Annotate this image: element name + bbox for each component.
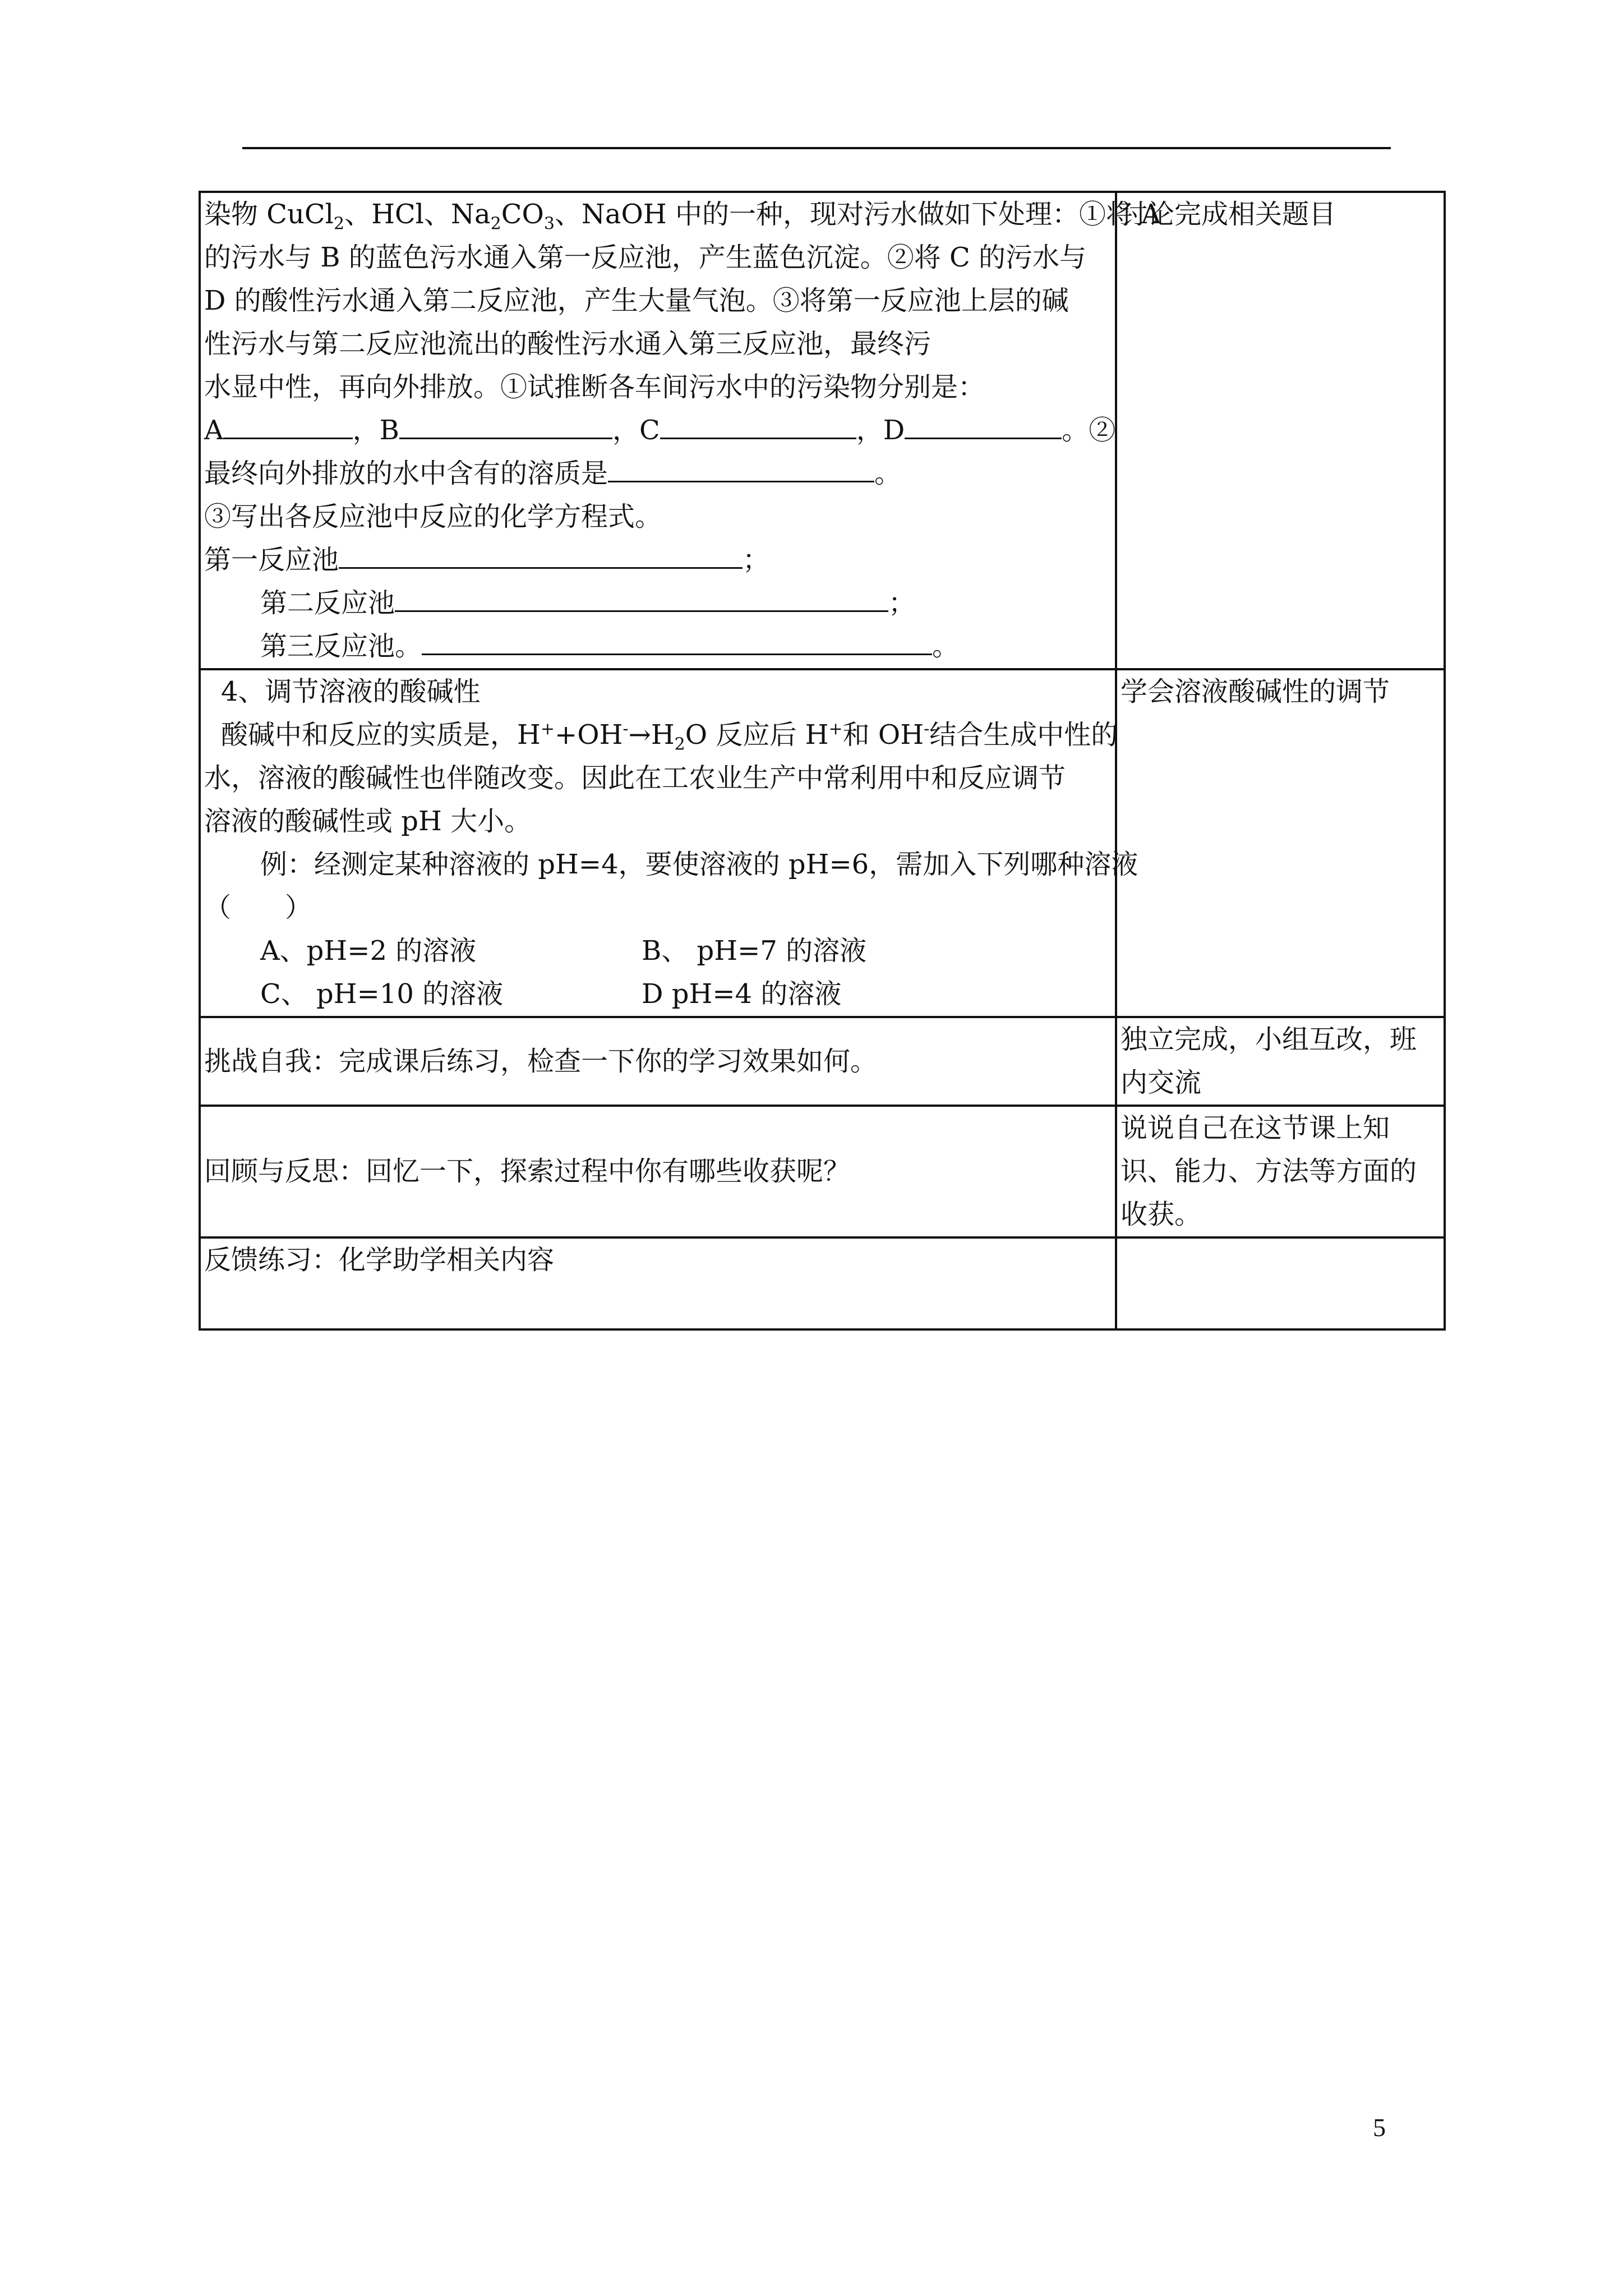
activity-note: 说说自己在这节课上知识、能力、方法等方面的收获。 [1116,1106,1445,1237]
solute-line: 最终向外排放的水中含有的溶质是 。 [204,452,1112,495]
reaction-1-blank[interactable] [339,539,743,569]
challenge-cell: 挑战自我：完成课后练习，检查一下你的学习效果如何。 [200,1017,1116,1106]
answer-blank-b[interactable] [399,409,612,439]
activity-note: 讨论完成相关题目 [1116,192,1445,669]
problem-line: 水显中性，再向外排放。①试推断各车间污水中的污染物分别是： [204,371,985,403]
table-row [200,669,1445,1017]
paragraph-line: 水，溶液的酸碱性也伴随改变。因此在工农业生产中常利用中和反应调节 [204,762,1066,794]
answer-blank-c[interactable] [660,409,856,439]
table-row [200,1017,1445,1106]
table-row [200,192,1445,669]
choice-a[interactable]: A、pH=2 的溶液 [260,935,477,967]
paragraph-line: 溶液的酸碱性或 pH 大小。 [204,806,532,837]
problem-line: D 的酸性污水通入第二反应池，产生大量气泡。③将第一反应池上层的碱 [204,285,1069,316]
answer-blanks-line: A ，B ，C ，D 。② [204,409,1112,452]
feedback-cell: 反馈练习：化学助学相关内容 [200,1237,1116,1329]
reaction-pool-1-line: 第一反应池 ； [204,539,1112,582]
answer-parentheses: （ ） [204,892,312,923]
answer-blank-d[interactable] [905,409,1062,439]
activity-note: 学会溶液酸碱性的调节 [1116,669,1445,1017]
reaction-2-blank[interactable] [395,582,888,612]
acid-base-section-cell [200,669,1138,1017]
reaction-pool-3-line: 第三反应池。 。 [204,625,1112,668]
example-question: 例：经测定某种溶液的 pH=4，要使溶液的 pH=6，需加入下列哪种溶液 [260,849,1138,880]
section-heading: 4、调节溶液的酸碱性 [221,676,481,707]
choice-b[interactable]: B、 pH=7 的溶液 [642,935,867,967]
problem-line: 染物 CuCl$_2$、HCl、$Na_2CO_3$、NaOH 中的一种，现对污水做如下处理：①将 A [204,199,1161,234]
choice-row [204,973,1112,1016]
choice-d[interactable]: D pH=4 的溶液 [642,978,842,1010]
table-row [200,1237,1445,1329]
answer-blank-a[interactable] [224,409,353,439]
choice-c[interactable]: C、 pH=10 的溶液 [260,978,504,1010]
reaction-pool-2-line: 第二反应池 ； [204,582,1112,625]
header-rule [242,147,1391,149]
activity-note [1116,1237,1445,1329]
problem-line: ③写出各反应池中反应的化学方程式。 [204,501,662,532]
choice-row [204,930,1112,973]
reaction-3-blank[interactable] [422,625,932,655]
reflection-cell: 回顾与反思：回忆一下，探索过程中你有哪些收获呢？ [200,1106,1116,1237]
table-row [200,1106,1445,1237]
paragraph-line: 酸碱中和反应的实质是，$H^++OH^-\to H_2O$ 反应后 H+和 OH-结合生成中性的 [221,719,1118,754]
pollution-problem-cell [200,192,1161,669]
problem-line: 性污水与第二反应池流出的酸性污水通入第三反应池，最终污 [204,328,932,360]
problem-line: 的污水与 B 的蓝色污水通入第一反应池，产生蓝色沉淀。②将 C 的污水与 [204,242,1087,273]
lesson-table [199,191,1446,1331]
page-number: 5 [1373,2113,1386,2142]
solute-blank[interactable] [608,453,874,482]
activity-note: 独立完成，小组互改，班内交流 [1116,1017,1445,1106]
